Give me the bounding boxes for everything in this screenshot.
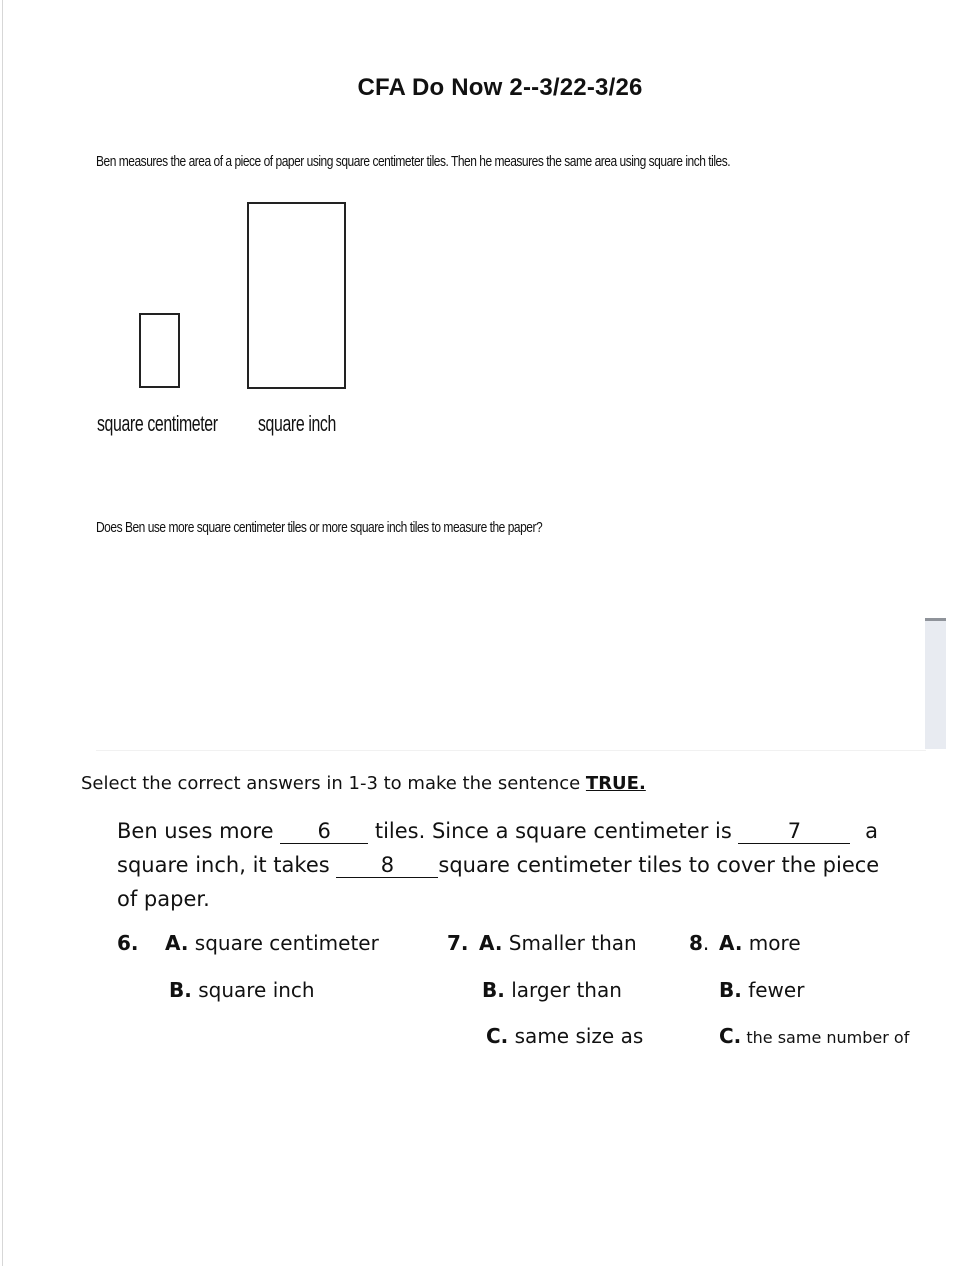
- sentence-part: square inch, it takes: [117, 853, 337, 877]
- option-7b[interactable]: B. larger than: [482, 978, 622, 1002]
- question-text: Does Ben use more square centimeter tiles or more square inch tiles to measure the paper?: [96, 519, 543, 536]
- sentence-line-1: [117, 814, 877, 848]
- blank-6[interactable]: 6: [280, 819, 368, 844]
- option-8c[interactable]: C. the same number of: [719, 1024, 910, 1048]
- sentence-part: of paper.: [117, 887, 210, 911]
- scan-artifact: [925, 618, 946, 749]
- square-inch-tile: [247, 202, 346, 389]
- option-8a[interactable]: A. more: [719, 931, 801, 955]
- sentence-part: square centimeter tiles to cover the piece: [438, 853, 880, 877]
- page-title: CFA Do Now 2--3/22-3/26: [357, 74, 643, 101]
- fill-in-sentence: [117, 814, 880, 916]
- blank-7[interactable]: 7: [738, 819, 850, 844]
- sentence-part: tiles. Since a square centimeter is: [368, 819, 739, 843]
- option-7a[interactable]: A. Smaller than: [479, 931, 637, 955]
- question-6-number: 6.: [117, 931, 139, 955]
- option-6b[interactable]: B. square inch: [169, 978, 315, 1002]
- question-7-number: 7.: [447, 931, 469, 955]
- sentence-part: a: [858, 819, 879, 843]
- option-8b[interactable]: B. fewer: [719, 978, 805, 1002]
- instruction-emphasis: TRUE.: [585, 773, 646, 794]
- instruction-text: Select the correct answers in 1-3 to make the sentence: [81, 773, 586, 794]
- square-centimeter-tile: [139, 313, 180, 388]
- scan-divider: [96, 750, 926, 751]
- option-7c[interactable]: C. same size as: [486, 1024, 644, 1048]
- sentence-line-3: [117, 882, 877, 916]
- instruction: [81, 773, 646, 794]
- intro-text: Ben measures the area of a piece of paper using square centimeter tiles. Then he measures the same area using square inch tiles.: [96, 153, 731, 170]
- option-6a[interactable]: A. square centimeter: [165, 931, 379, 955]
- page-edge: [2, 0, 3, 1266]
- question-8-number: 8.: [689, 931, 710, 955]
- blank-8[interactable]: 8: [336, 853, 438, 878]
- square-centimeter-label: square centimeter: [97, 411, 218, 436]
- sentence-part: Ben uses more: [117, 819, 281, 843]
- sentence-line-2: [117, 848, 880, 882]
- square-inch-label: square inch: [258, 411, 336, 436]
